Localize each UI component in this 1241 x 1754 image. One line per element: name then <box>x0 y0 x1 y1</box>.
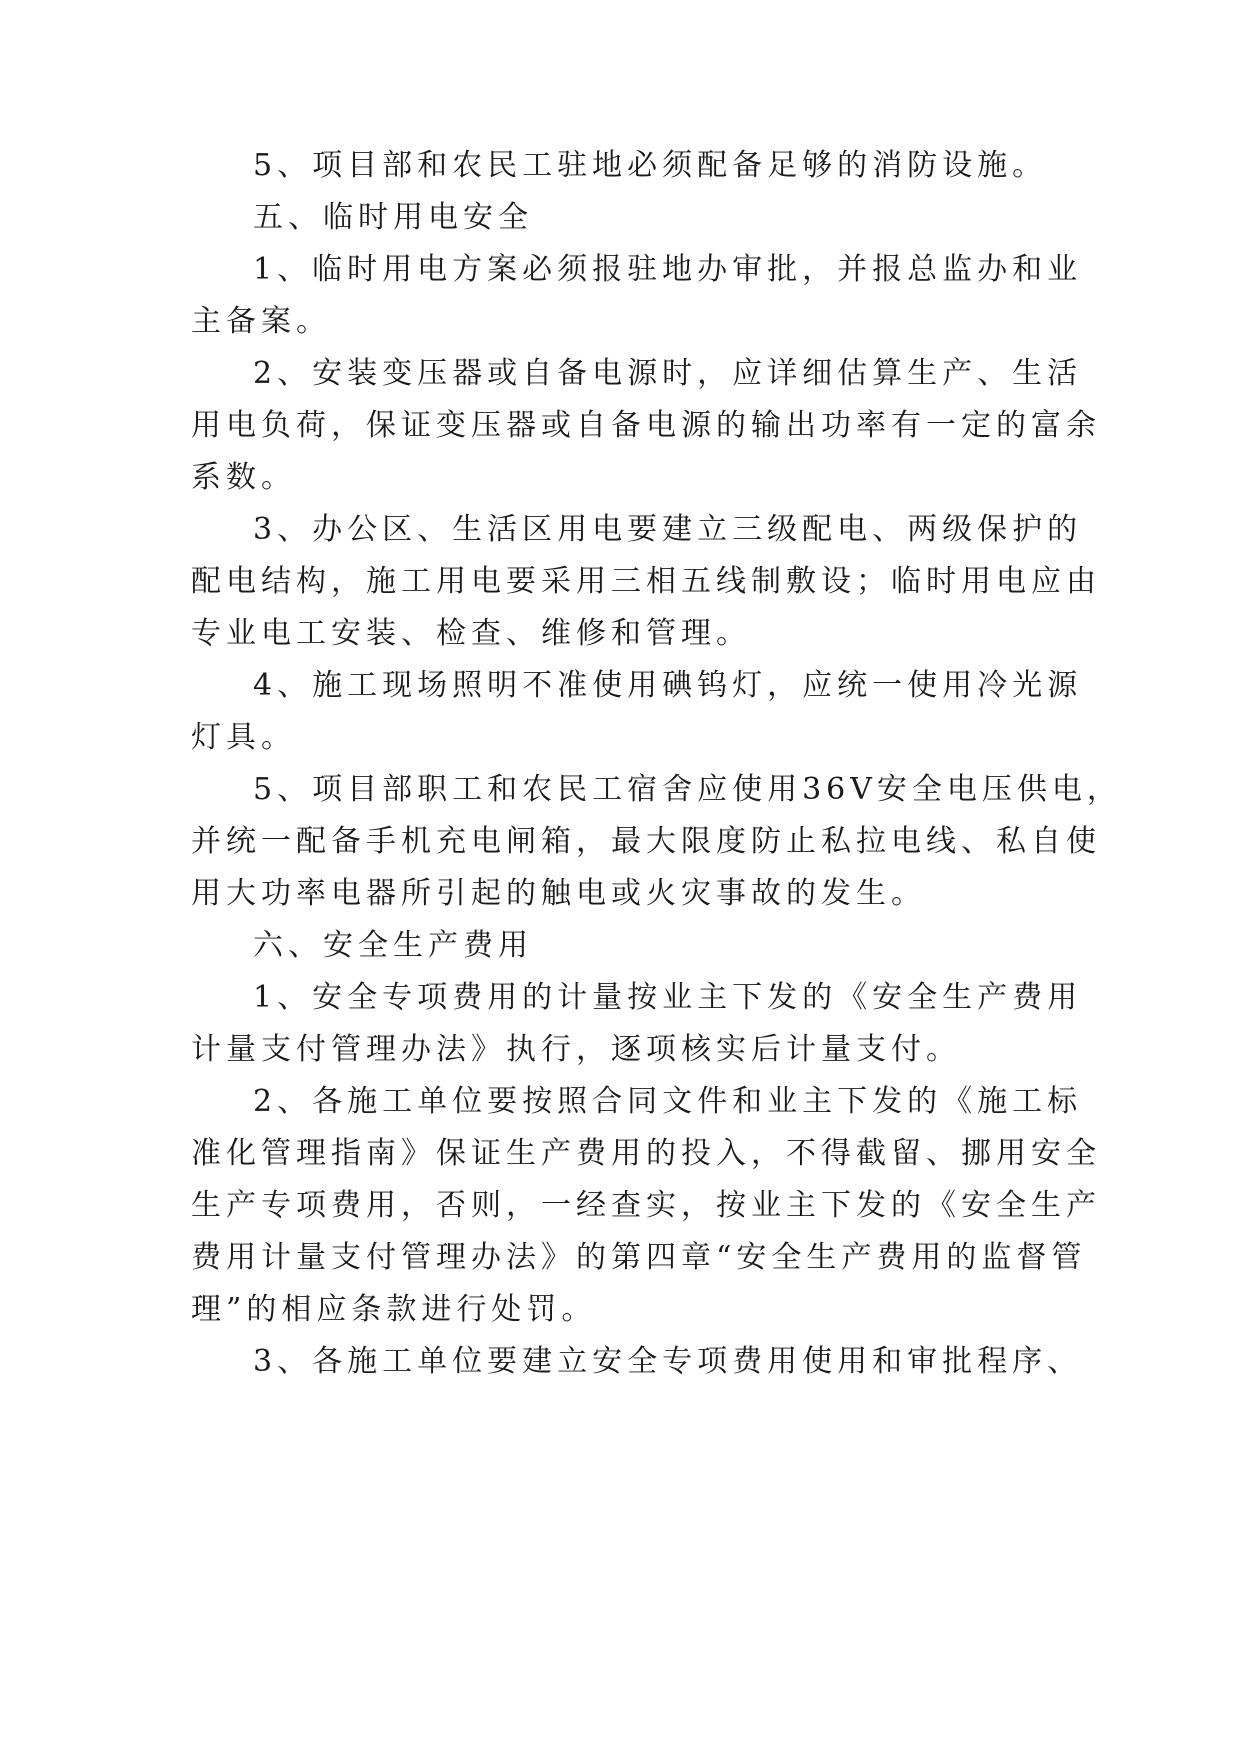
paragraph-line: 配电结构，施工用电要采用三相五线制敷设；临时用电应由 <box>191 564 1101 599</box>
paragraph-line: 费用计量支付管理办法》的第四章“安全生产费用的监督管 <box>191 1240 1087 1275</box>
paragraph-line: 灯具。 <box>191 720 296 755</box>
paragraph-line: 并统一配备手机充电闸箱，最大限度防止私拉电线、私自使 <box>191 824 1101 859</box>
paragraph-line: 2、安装变压器或自备电源时，应详细估算生产、生活 <box>253 356 1083 391</box>
paragraph-line: 2、各施工单位要按照合同文件和业主下发的《施工标 <box>253 1084 1083 1119</box>
paragraph-line: 系数。 <box>191 460 296 495</box>
paragraph-line: 1、临时用电方案必须报驻地办审批，并报总监办和业 <box>253 252 1083 287</box>
paragraph-line: 3、各施工单位要建立安全专项费用使用和审批程序、 <box>253 1344 1083 1379</box>
paragraph-line: 准化管理指南》保证生产费用的投入，不得截留、挪用安全 <box>191 1136 1101 1171</box>
paragraph-line: 4、施工现场照明不准使用碘钨灯，应统一使用冷光源 <box>253 668 1083 703</box>
paragraph-line: 1、安全专项费用的计量按业主下发的《安全生产费用 <box>253 980 1083 1015</box>
paragraph-line: 5、项目部职工和农民工宿舍应使用36V安全电压供电， <box>253 772 1122 807</box>
paragraph-line: 5、项目部和农民工驻地必须配备足够的消防设施。 <box>253 148 1048 183</box>
section-heading: 六、安全生产费用 <box>253 928 533 963</box>
paragraph-line: 专业电工安装、检查、维修和管理。 <box>191 616 751 651</box>
paragraph-line: 用电负荷，保证变压器或自备电源的输出功率有一定的富余 <box>191 408 1101 443</box>
paragraph-line: 主备案。 <box>191 304 331 339</box>
paragraph-line: 3、办公区、生活区用电要建立三级配电、两级保护的 <box>253 512 1083 547</box>
paragraph-line: 生产专项费用，否则，一经查实，按业主下发的《安全生产 <box>191 1188 1101 1223</box>
section-heading: 五、临时用电安全 <box>253 200 533 235</box>
paragraph-line: 计量支付管理办法》执行，逐项核实后计量支付。 <box>191 1032 961 1067</box>
paragraph-line: 用大功率电器所引起的触电或火灾事故的发生。 <box>191 876 926 911</box>
paragraph-line: 理”的相应条款进行处罚。 <box>191 1292 597 1327</box>
